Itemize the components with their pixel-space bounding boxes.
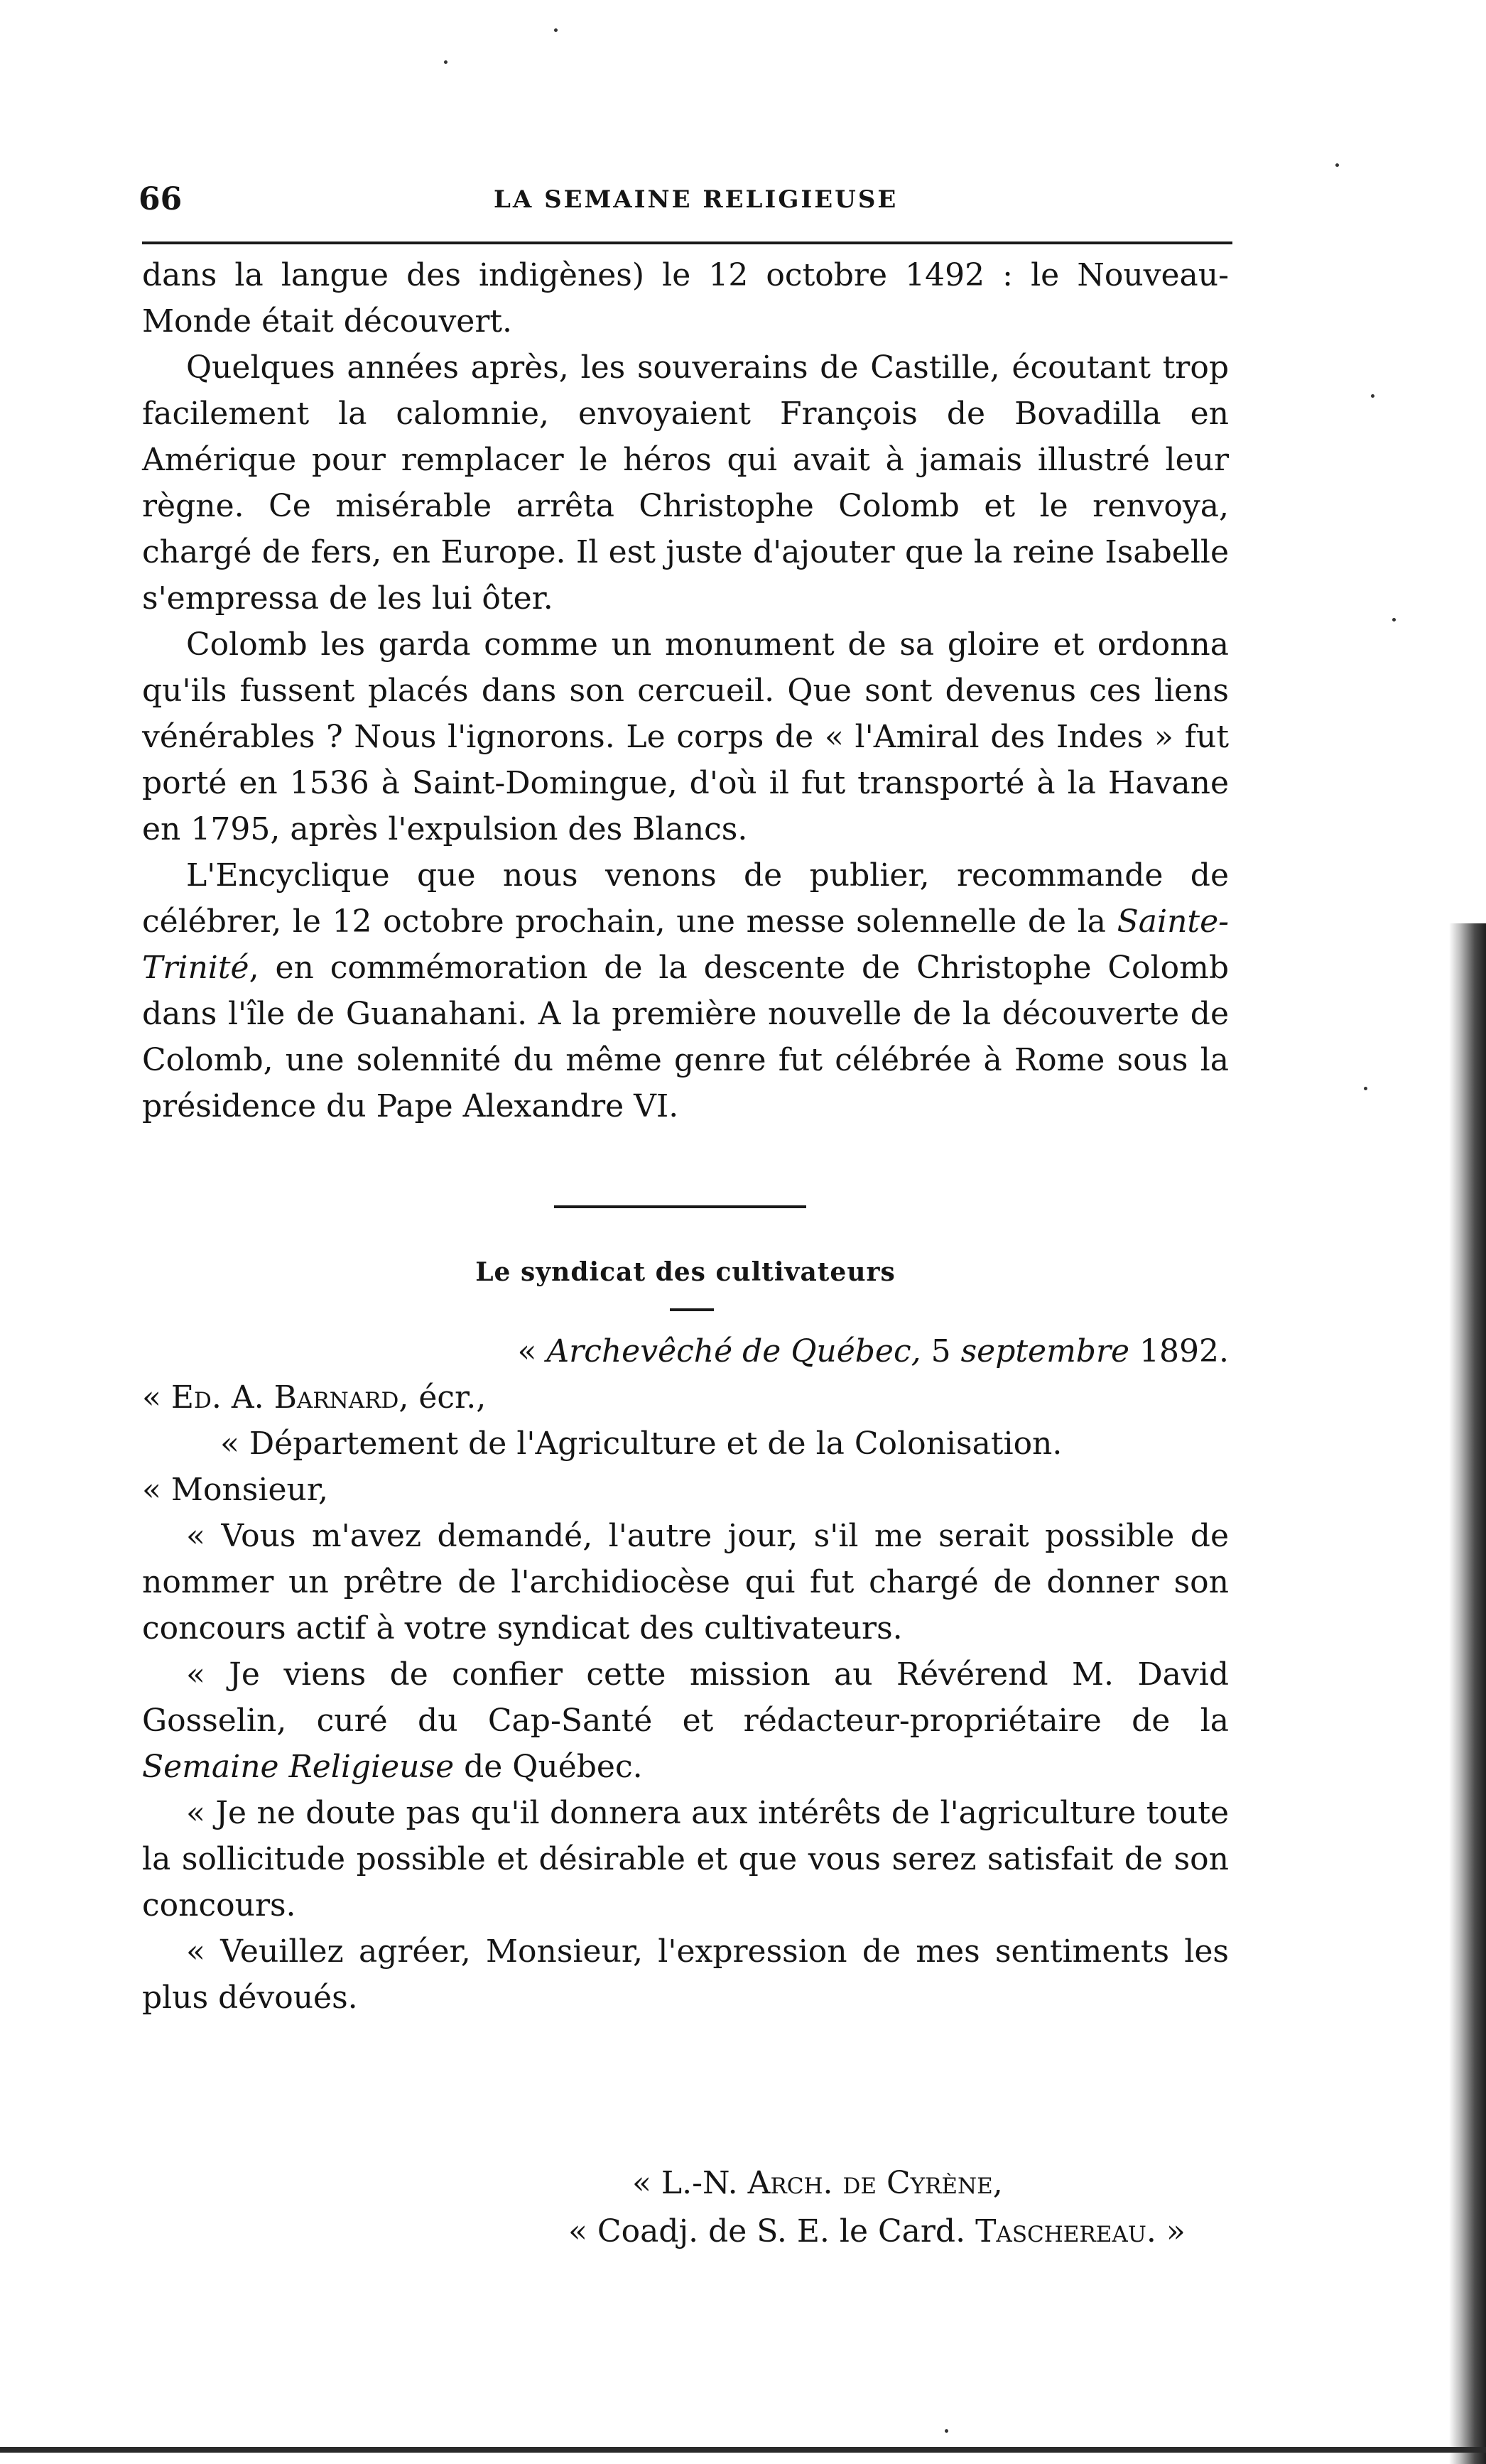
paragraph-4-italic: Sainte-Trinité <box>142 903 1229 986</box>
article-body <box>142 252 1229 1129</box>
signature-line-1-prefix: « <box>632 2165 661 2201</box>
dateline-place: Archevêché de Québec, <box>546 1333 921 1369</box>
scan-speck <box>1335 163 1339 167</box>
letter-paragraph-2-text-a: « Je viens de confier cette mission au Révérend M. David Gosselin, curé du Cap-Santé et rédacteur-propriétaire de la <box>142 1656 1229 1739</box>
paragraph-3: Colomb les garda comme un monument de sa gloire et ordonna qu'ils fussent placés dans son cercueil. Que sont devenus ces liens vénérables ? Nous l'ignorons. Le corps de « l'Amiral des Indes » fut porté en 1536 à Saint-Domingue, d'où il fut transporté à la Havane en 1795, après l'expulsion des Blancs. <box>142 626 1229 847</box>
letter-paragraph-4: « Veuillez agréer, Monsieur, l'expression de mes sentiments les plus dévoués. <box>142 1933 1229 2016</box>
signature-name: L.-N. Arch. de Cyrène, <box>661 2165 1003 2201</box>
letter-salutation: « Monsieur, <box>142 1472 329 1508</box>
signature-line-2-suffix: » <box>1156 2213 1186 2249</box>
scan-speck <box>1364 1087 1367 1090</box>
header-rule <box>142 241 1232 244</box>
letter-signature <box>142 2159 1229 2256</box>
page-bottom-edge <box>0 2447 1486 2453</box>
page-header <box>139 181 1232 231</box>
title-dash <box>670 1308 714 1311</box>
letter-paragraph-3: « Je ne doute pas qu'il donnera aux intérêts de l'agriculture toute la sollicitude possible et désirable et que vous serez satisfait de son concours. <box>142 1795 1229 1923</box>
scan-speck <box>1392 618 1396 622</box>
signature-line-2-prefix: « Coadj. de S. E. le Card. <box>568 2213 976 2249</box>
letter-dateline <box>142 1328 1229 1374</box>
paragraph-4 <box>142 852 1229 1129</box>
signature-line-2 <box>142 2208 1229 2256</box>
paragraph-4-text-a: L'Encyclique que nous venons de publier, recommande de célébrer, le 12 octobre prochain, une messe solennelle de la <box>142 857 1229 940</box>
paragraph-4-text-b: , en commémoration de la descente de Christophe Colomb dans l'île de Guanahani. A la première nouvelle de la découverte de Colomb, une solennité du même genre fut célébrée à Rome sous la présidence du Pape Alexandre VI. <box>142 950 1229 1124</box>
section-divider <box>554 1205 806 1208</box>
scan-speck <box>554 28 558 32</box>
letter-department: « Département de l'Agriculture et de la Colonisation. <box>220 1426 1063 1462</box>
addressee-name: Ed. A. Barnard, <box>170 1379 409 1416</box>
signature-line-1 <box>142 2159 1229 2208</box>
letter-body <box>142 1328 1229 2021</box>
dateline-month: septembre <box>960 1333 1130 1369</box>
letter-paragraph-2-text-b: de Québec. <box>454 1749 643 1785</box>
letter-paragraph-2 <box>142 1651 1229 1790</box>
section-title: Le syndicat des cultivateurs <box>475 1257 896 1287</box>
page-number: 66 <box>139 181 183 217</box>
letter-paragraph-1: « Vous m'avez demandé, l'autre jour, s'il me serait possible de nommer un prêtre de l'archidiocèse qui fut chargé de donner son concours actif à votre syndicat des cultivateurs. <box>142 1518 1229 1646</box>
dateline-day: 5 <box>921 1333 961 1369</box>
scan-speck <box>1371 394 1374 398</box>
addressee-suffix: écr., <box>408 1379 487 1416</box>
addressee-prefix: « <box>142 1379 171 1416</box>
binding-shadow <box>1449 923 1486 2464</box>
scan-speck <box>945 2429 948 2433</box>
letter-addressee <box>142 1374 1229 1421</box>
paragraph-2: Quelques années après, les souverains de Castille, écoutant trop facilement la calomnie, envoyaient François de Bovadilla en Amérique pour remplacer le héros qui avait à jamais illustré leur règne. Ce misérable arrêta Christophe Colomb et le renvoya, chargé de fers, en Europe. Il est juste d'ajouter que la reine Isabelle s'empressa de les lui ôter. <box>142 349 1229 617</box>
scan-speck <box>444 60 448 64</box>
dateline-year: 1892. <box>1129 1333 1229 1369</box>
dateline-prefix: « <box>517 1333 547 1369</box>
signature-cardinal-name: Taschereau. <box>975 2213 1156 2249</box>
paragraph-1: dans la langue des indigènes) le 12 octobre 1492 : le Nouveau-Monde était découvert. <box>142 257 1229 340</box>
running-title: LA SEMAINE RELIGIEUSE <box>494 185 899 214</box>
letter-paragraph-2-italic: Semaine Religieuse <box>142 1749 455 1785</box>
